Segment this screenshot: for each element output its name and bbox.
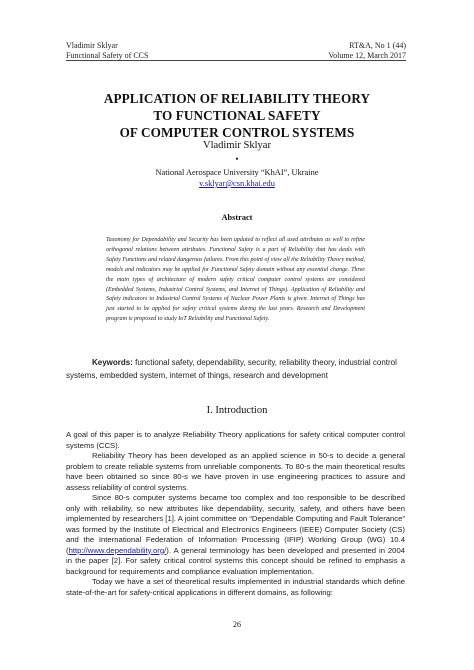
paragraph-2: Reliability Theory has been developed as an applied science in 50-s to decide a general problem to create reliable systems from unreliable components. To 80-s the main theoretical results have been obtained so since 80-s we have proven in use engineering practices to assure and assess reliability of control systems. — [66, 451, 405, 492]
header-journal-issue: RT&A, No 1 (44) — [349, 41, 406, 50]
dependability-org-link[interactable]: http://www.dependability.org/ — [68, 545, 167, 555]
author-name: Vladimir Sklyar — [203, 140, 271, 151]
affiliation-block — [0, 167, 474, 189]
page-number: 26 — [233, 620, 241, 629]
running-header — [66, 41, 406, 60]
title-line-3: OF COMPUTER CONTROL SYSTEMS — [119, 125, 355, 140]
paragraph-4: Today we have a set of theoretical results implemented in industrial standards which define state-of-the-art for safety-critical applications in different domains, as following: — [66, 577, 405, 597]
header-short-title: Functional Safety of CCS — [66, 50, 149, 60]
keywords-text: functional safety, dependability, security, reliability theory, industrial control systems, embedded system, internet of things, research and development — [66, 358, 397, 380]
paragraph-1: A goal of this paper is to analyze Reliability Theory applications for safety critical computer control systems (CCS). — [66, 430, 405, 450]
section-body — [66, 430, 405, 598]
title-line-1: APPLICATION OF RELIABILITY THEORY — [103, 91, 371, 106]
affiliation-marker: • — [235, 154, 239, 164]
paper-title — [0, 90, 474, 141]
paragraph-3-text-a: Since 80-s computer systems became too complex and too responsible to be described only with reliability, so new attributes like dependability, security, safety, and others have been implemented by researchers [1]. A joint committee on “Dependable Computing and Fault Tolerance” was formed by the Institute of Electrical and Electronics Engineers (IEEE) Computer Society (CS) and the International Federation of Information Processing (IFIP) Working Group (WG) 10.4 ( — [66, 493, 405, 555]
abstract-heading: Abstract — [221, 213, 253, 222]
affiliation-text: National Aerospace University “KhAI”, Ukraine — [155, 168, 319, 177]
title-line-2: TO FUNCTIONAL SAFETY — [153, 108, 321, 123]
keywords — [66, 356, 408, 382]
author-email-link[interactable]: v.sklyar@csn.khai.edu — [199, 179, 275, 188]
keywords-label: Keywords: — [92, 358, 133, 367]
header-author: Vladimir Sklyar — [66, 41, 118, 50]
header-volume-date: Volume 12, March 2017 — [328, 50, 406, 60]
paragraph-3-text-b: ). A general terminology has been developed and presented in 2004 in the paper [2]. For safety critical control systems this concept should be refined to emphasis a background for requirements and compliance evaluation implementation. — [66, 545, 405, 576]
section-heading-introduction: I. Introduction — [206, 405, 268, 416]
abstract-text: Taxonomy for Dependability and Security has been updated to reflect all used attributes as well to refine orthogonal relations between attributes. Functional Safety is a part of Reliability that has deals with Safety Functions and related dangerous failures. From this point of view all the Reliability Theory method, models and indicators may be applied for Functional Safety domain without any essential change. Three the main types of architecture of modern safety critical computer control systems are considered (Embedded Systems, Industrial Control Systems, and Internet of Things). Application of Reliability and Safety indicators to Industrial Control Systems of Nuclear Power Plants is given. Internet of Things has just started to be applied for safety critical systems during the last years. Research and Development program is proposed to study IoT Reliability and Functional Safety. — [106, 237, 365, 323]
header-divider — [66, 60, 406, 61]
paragraph-3 — [66, 493, 405, 577]
